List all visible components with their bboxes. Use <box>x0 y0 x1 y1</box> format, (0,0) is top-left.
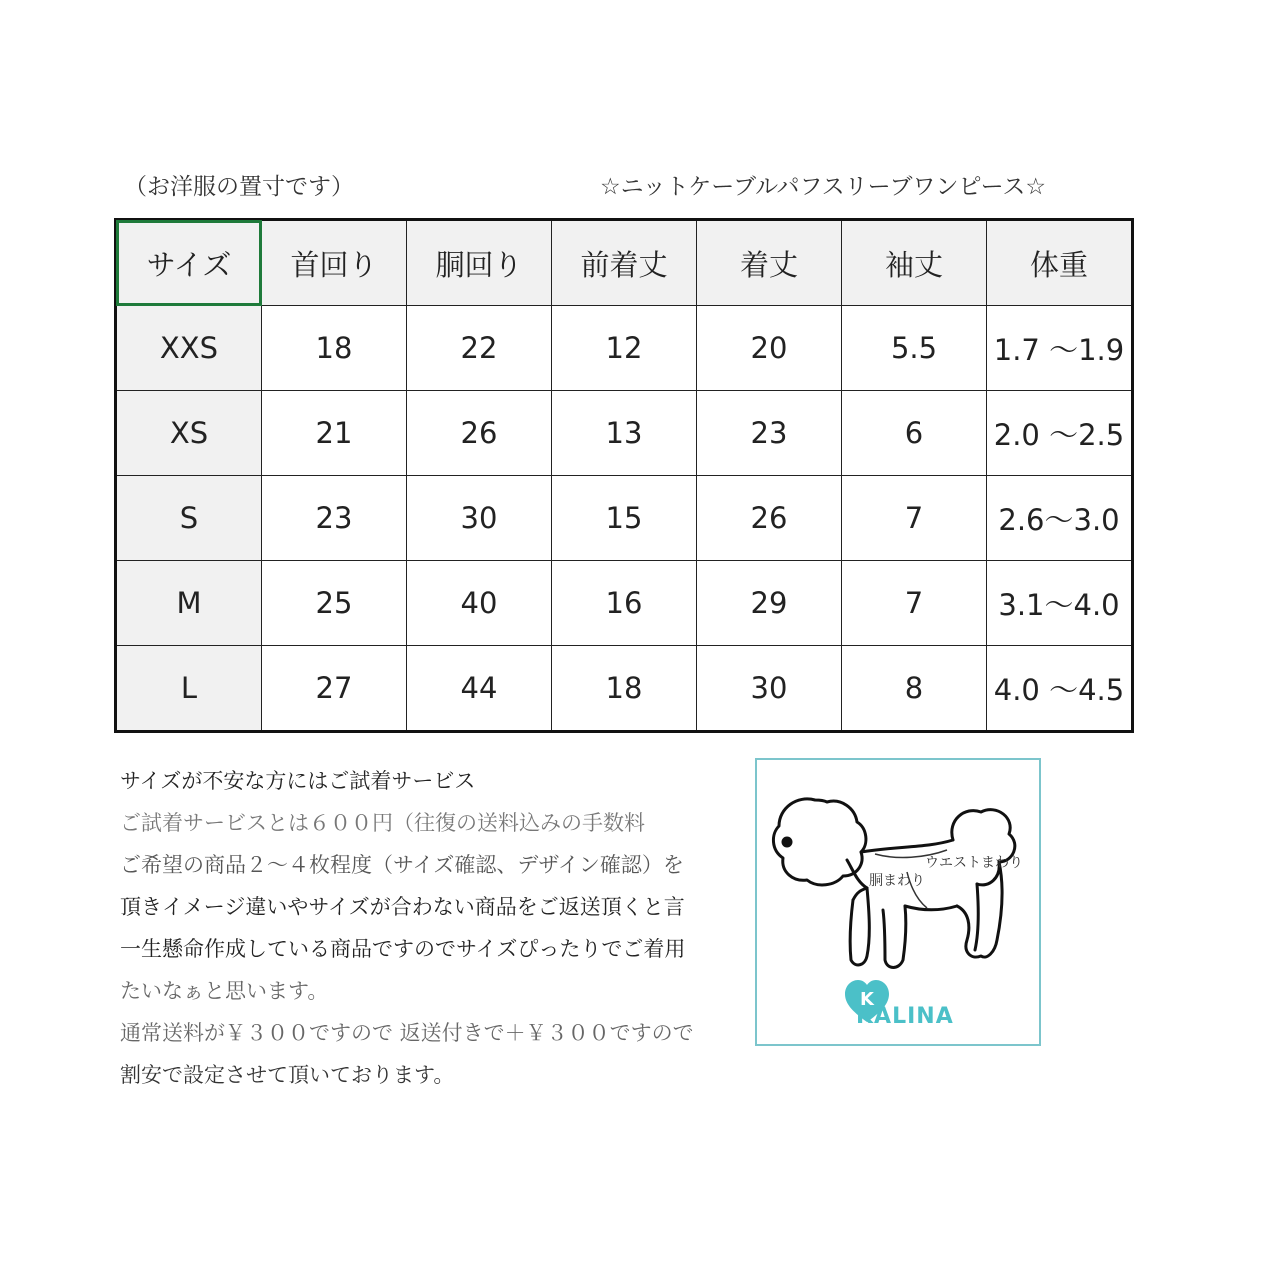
table-header-row <box>116 220 1133 306</box>
label-body: 胴まわり <box>869 873 925 889</box>
note-line: ご試着サービスとは６００円（往復の送料込みの手数料 <box>120 811 645 835</box>
table-cell: 4.0 〜4.5 <box>987 646 1133 732</box>
table-cell: 13 <box>552 391 697 476</box>
table-cell: 20 <box>697 306 842 391</box>
table-cell: 23 <box>697 391 842 476</box>
table-cell: 22 <box>407 306 552 391</box>
trial-service-notes <box>120 760 750 1096</box>
header-cell-size[interactable]: サイズ <box>116 220 262 306</box>
header-cell-chest: 胴回り <box>407 220 552 306</box>
table-cell: 16 <box>552 561 697 646</box>
row-size-label: S <box>116 476 262 561</box>
header-cell-neck: 首回り <box>262 220 407 306</box>
table-cell: 2.6〜3.0 <box>987 476 1133 561</box>
size-table <box>114 218 1134 733</box>
table-cell: 30 <box>407 476 552 561</box>
note-line: ご希望の商品２〜４枚程度（サイズ確認、デザイン確認）を <box>120 853 684 877</box>
dog-measurement-figure <box>755 758 1041 1046</box>
table-cell: 12 <box>552 306 697 391</box>
header-cell-front-length: 前着丈 <box>552 220 697 306</box>
table-cell: 26 <box>697 476 842 561</box>
table-cell: 18 <box>262 306 407 391</box>
row-size-label: M <box>116 561 262 646</box>
table-cell: 18 <box>552 646 697 732</box>
table-cell: 7 <box>842 561 987 646</box>
table-cell: 25 <box>262 561 407 646</box>
table-cell: 40 <box>407 561 552 646</box>
svg-text:K: K <box>860 989 874 1010</box>
table-row <box>116 306 1133 391</box>
header-cell-length: 着丈 <box>697 220 842 306</box>
table-cell: 21 <box>262 391 407 476</box>
row-size-label: XXS <box>116 306 262 391</box>
table-cell: 1.7 〜1.9 <box>987 306 1133 391</box>
note-line: 一生懸命作成している商品ですのでサイズぴったりでご着用 <box>120 937 686 961</box>
table-cell: 44 <box>407 646 552 732</box>
header-cell-weight: 体重 <box>987 220 1133 306</box>
table-cell: 15 <box>552 476 697 561</box>
table-row <box>116 646 1133 732</box>
label-waist: ウエストまわり <box>925 855 1023 871</box>
table-row <box>116 476 1133 561</box>
note-line: 頂きイメージ違いやサイズが合わない商品をご返送頂くと言 <box>120 895 685 919</box>
kalina-logo: KALINA <box>856 1004 954 1029</box>
note-line: サイズが不安な方にはご試着サービス <box>120 769 476 793</box>
row-size-label: XS <box>116 391 262 476</box>
table-cell: 29 <box>697 561 842 646</box>
table-cell: 23 <box>262 476 407 561</box>
table-cell: 2.0 〜2.5 <box>987 391 1133 476</box>
note-line: たいなぁと思います。 <box>120 979 329 1003</box>
note-line: 割安で設定させて頂いております。 <box>120 1063 455 1087</box>
table-cell: 30 <box>697 646 842 732</box>
table-cell: 3.1〜4.0 <box>987 561 1133 646</box>
header-cell-sleeve: 袖丈 <box>842 220 987 306</box>
caption-garment-measurement: （お洋服の置寸です） <box>124 174 354 200</box>
table-cell: 5.5 <box>842 306 987 391</box>
table-cell: 6 <box>842 391 987 476</box>
table-cell: 7 <box>842 476 987 561</box>
row-size-label: L <box>116 646 262 732</box>
table-row <box>116 391 1133 476</box>
table-cell: 26 <box>407 391 552 476</box>
note-line: 通常送料が￥３００ですので 返送付きで＋￥３００ですので <box>120 1021 694 1045</box>
table-cell: 27 <box>262 646 407 732</box>
table-row <box>116 561 1133 646</box>
caption-product-name: ☆ニットケーブルパフスリーブワンピース☆ <box>600 174 1047 200</box>
table-cell: 8 <box>842 646 987 732</box>
